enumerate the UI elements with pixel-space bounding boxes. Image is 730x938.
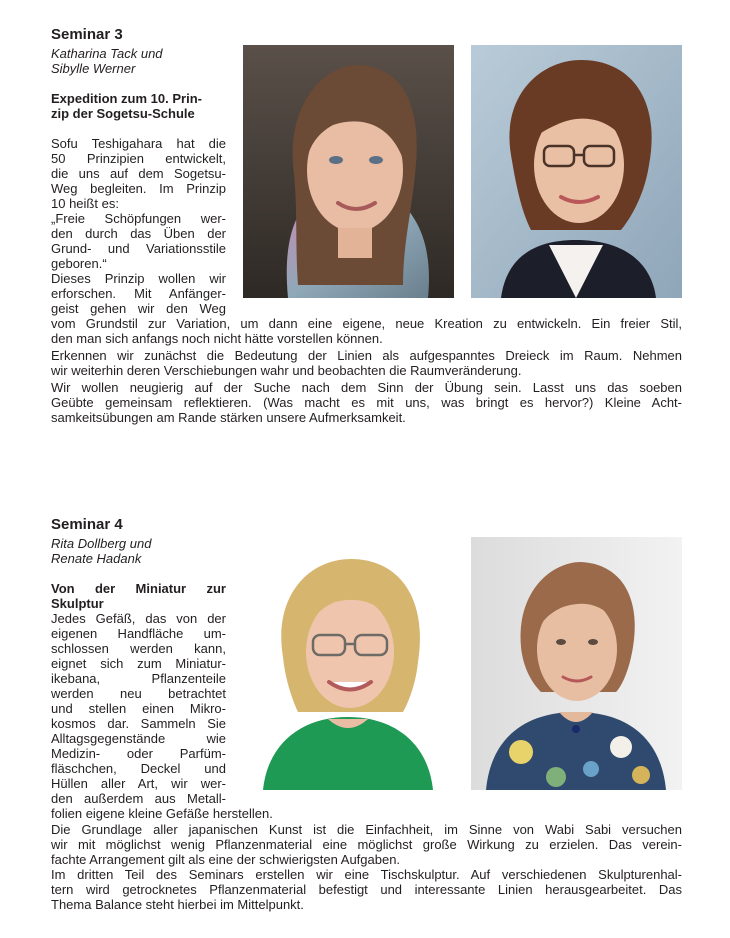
body-line: Geübte gemeinsam reflektieren. (Was macht es mit uns, was bringt es hervor?) Kleine Acht- [51, 395, 682, 410]
body-line: 10 heißt es: [51, 196, 119, 211]
body-line: eigenen Handfläche um- [51, 626, 226, 641]
seminar-3-body [51, 136, 682, 425]
subtitle-line: Skulptur [51, 596, 104, 611]
body-line: Thema Balance steht hierbei im Mittelpunkt. [51, 897, 304, 912]
body-line: Hüllen aller Art, wir wer- [51, 776, 226, 791]
author-line: Katharina Tack und [51, 46, 163, 61]
body-line: Wir wollen neugierig auf der Suche nach dem Sinn der Übung sein. Lasst uns das soeben [51, 380, 682, 395]
body-line: die uns auf dem Sogetsu- [51, 166, 226, 181]
body-line: samkeitsübungen am Rande stärken unsere Aufmerksamkeit. [51, 410, 406, 425]
body-line: Sofu Teshigahara hat die [51, 136, 226, 151]
seminar-4-authors [51, 536, 151, 566]
seminar-4-body [51, 611, 682, 912]
body-line: folien eigene kleine Gefäße herstellen. [51, 806, 273, 821]
body-line: werden neu betrachtet [51, 686, 226, 701]
seminar-3-subtitle [51, 91, 226, 121]
body-line: Erkennen wir zunächst die Bedeutung der Linien als aufgespanntes Dreieck im Raum. Nehmen [51, 348, 682, 363]
body-line: Jedes Gefäß, das von der [51, 611, 226, 626]
body-line: Grund- und Variationsstile [51, 241, 226, 256]
body-line: 50 Prinzipien entwickelt, [51, 151, 226, 166]
portrait-photo-icon [243, 45, 454, 298]
body-line: Weg begleiten. Im Prinzip [51, 181, 226, 196]
body-line: Medizin- oder Parfüm- [51, 746, 226, 761]
body-line: kosmos dar. Sammeln Sie [51, 716, 226, 731]
body-line: den außerdem aus Metall- [51, 791, 226, 806]
author-line: Rita Dollberg und [51, 536, 152, 551]
seminar-3-title: Seminar 3 [51, 26, 123, 43]
body-line: und stellen einen Mikro- [51, 701, 226, 716]
subtitle-line: Expedition zum 10. Prin- [51, 91, 202, 106]
body-line: wir mit möglichst wenig Pflanzenmaterial eine möglichst große Wirkung zu erzielen. Das verein- [51, 837, 682, 852]
body-line: tern wird getrocknetes Pflanzenmaterial befestigt und interessante Linien herausgearbeitet. Das [51, 882, 682, 897]
body-line: fläschchen, Deckel und [51, 761, 226, 776]
body-line: geboren.“ [51, 256, 107, 271]
body-line: Im dritten Teil des Seminars erstellen wir eine Tischskulptur. Auf verschiedenen Skulpturenhal- [51, 867, 682, 882]
portrait-photo-icon [471, 45, 682, 298]
author-line: Sibylle Werner [51, 61, 136, 76]
body-line: den man sich anfangs noch nicht hätte vorstellen können. [51, 331, 383, 346]
body-line: eignet sich zum Miniatur- [51, 656, 226, 671]
body-line: den durch das Üben der [51, 226, 226, 241]
body-line: Die Grundlage aller japanischen Kunst ist die Einfachheit, im Sinne von Wabi Sabi versuchen [51, 822, 682, 837]
portrait-photo-icon [243, 537, 454, 790]
body-line: „Freie Schöpfungen wer- [51, 211, 226, 226]
body-line: vom Grundstil zur Variation, um dann eine eigene, neue Kreation zu entwickeln. Ein freier Stil, [51, 316, 682, 331]
body-line: schlossen werden kann, [51, 641, 226, 656]
subtitle-line: zip der Sogetsu-Schule [51, 106, 195, 121]
portrait-photo-icon [471, 537, 682, 790]
body-line: ikebana, Pflanzenteile [51, 671, 226, 686]
subtitle-line: Von der Miniatur zur [51, 581, 226, 596]
body-line: fachte Arrangement gilt als eine der schwierigsten Aufgaben. [51, 852, 401, 867]
seminar-4-title: Seminar 4 [51, 516, 123, 533]
body-line: geist gehen wir den Weg [51, 301, 226, 316]
body-line: Alltagsgegenstände wie [51, 731, 226, 746]
author-line: Renate Hadank [51, 551, 142, 566]
body-line: Dieses Prinzip wollen wir [51, 271, 226, 286]
body-line: wir weiterhin deren Verschiebungen wahr und beobachten die Raumveränderung. [51, 363, 522, 378]
seminar-4-subtitle [51, 581, 226, 611]
body-line: erforschen. Mit Anfänger- [51, 286, 226, 301]
seminar-3-authors [51, 46, 163, 76]
